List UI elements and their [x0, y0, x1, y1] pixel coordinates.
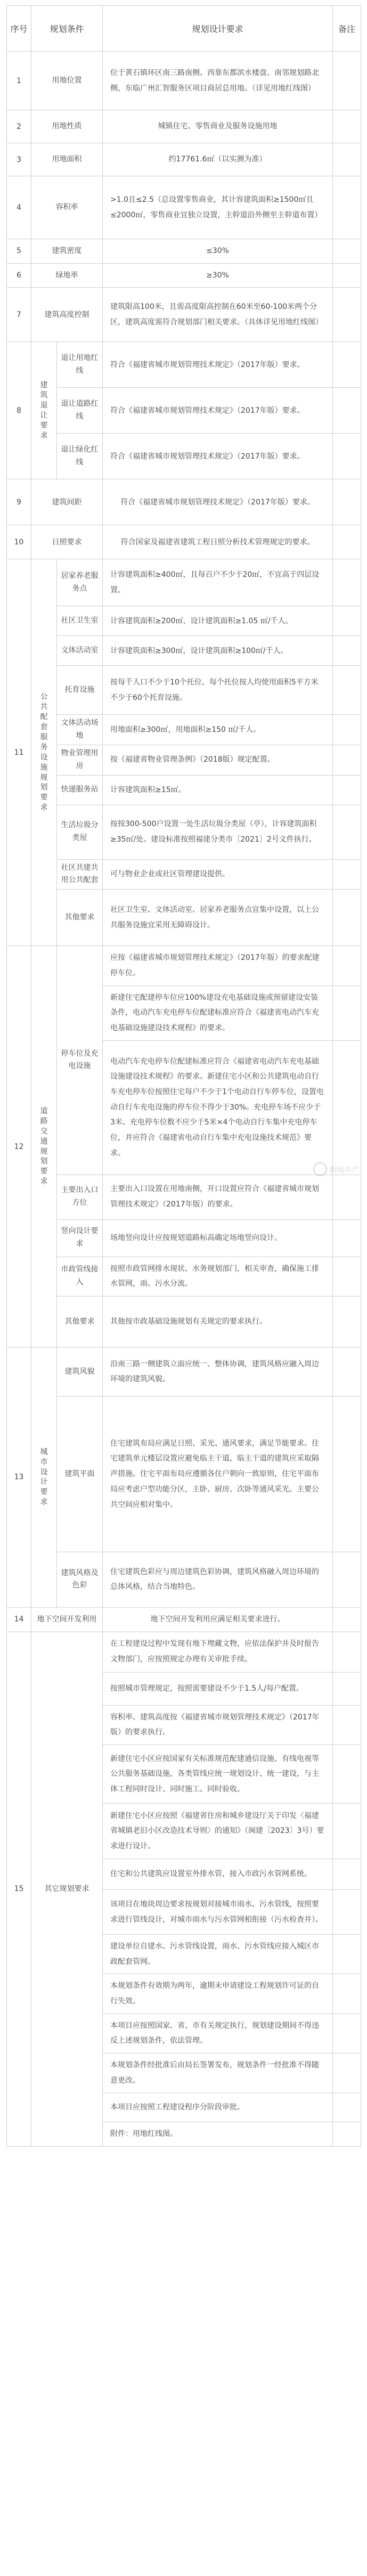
remark-cell: [333, 2093, 361, 2122]
table-row: [7, 263, 361, 288]
row-number: 15: [7, 1632, 31, 2146]
architecture-category: [31, 1347, 57, 1607]
remark-cell: [333, 1672, 361, 1705]
sub-category: 居家养老服务点: [57, 559, 103, 606]
remark-cell: [333, 715, 361, 745]
remark-cell: [333, 479, 361, 525]
row-requirement: 住宅建筑色彩应与周边建筑色彩协调，建筑风格融入周边环境的总体风格，结合当地特色。: [103, 1552, 333, 1607]
remark-cell: [333, 985, 361, 1040]
sub-category: 社区共建共用公共配套: [57, 859, 103, 890]
row-category: 地下空间开发利用: [31, 1607, 103, 1632]
row-number: 1: [7, 52, 31, 110]
row-requirement: 建筑限高100米，且需高度限高控制在60米至60-100米两个分区，建筑高度需符合规划部门相关要求。（具体详见用地红线图）: [103, 288, 333, 342]
remark-cell: [333, 1705, 361, 1744]
row-requirement: ≤30%: [103, 239, 333, 264]
facilities-category: [31, 559, 57, 946]
row-requirement: 社区卫生室、文体活动室、居家养老服务点宜集中设置，以上公共服务设施宜采用无障碍设计。: [103, 890, 333, 946]
sub-category: 建筑平面: [57, 1396, 103, 1552]
table-row: [7, 715, 361, 745]
remark-cell: [333, 1890, 361, 1935]
sub-category: 市政管线接入: [57, 1257, 103, 1296]
row-requirement: 容积率、建筑高度按《福建省城市规划管理技术规定》（2017年版）的要求执行。: [103, 1705, 333, 1744]
row-requirement: 计容建筑面积≥300㎡，设计建筑面积≥100㎡/千人。: [103, 636, 333, 666]
row-category: 容积率: [31, 176, 103, 239]
remark-cell: [333, 559, 361, 606]
setback-category: [31, 342, 57, 479]
row-requirement: 按照市政管网排水现状、水务规划部门，相关审查，确保施工排水管网，雨、污水分流。: [103, 1257, 333, 1296]
row-number: 10: [7, 525, 31, 559]
row-requirement: 本规划条件有效期为两年，逾期未申请建设工程规划许可证的自行失效。: [103, 1974, 333, 2013]
architecture-category-label: 城市设计要求: [40, 1447, 48, 1507]
table-header-row: [7, 6, 361, 52]
remark-cell: [333, 775, 361, 805]
row-category: 建筑间距: [31, 479, 103, 525]
remark-cell: [333, 143, 361, 176]
remark-cell: [333, 1347, 361, 1396]
table-row: [7, 1607, 361, 1632]
header-no: 序号: [7, 6, 31, 52]
remark-cell: [333, 239, 361, 264]
table-row: [7, 775, 361, 805]
remark-cell: [333, 2122, 361, 2146]
watermark-text: 新闻办产: [329, 1166, 359, 1175]
row-requirement: 建设单位自建水、污水管线设置，雨水、污水管线应接入城区市政配套管网。: [103, 1935, 333, 1974]
sub-category: 文体活动室: [57, 636, 103, 666]
sub-category: 其他要求: [57, 1296, 103, 1347]
sub-category: 建筑风貌: [57, 1347, 103, 1396]
remark-cell: [333, 1607, 361, 1632]
sub-category: 物业管理用房: [57, 745, 103, 775]
row-requirement: 场地竖向设计应按规划道路标高确定场地竖向设计。: [103, 1219, 333, 1257]
remark-cell: [333, 1175, 361, 1219]
table-row: [7, 805, 361, 859]
row-requirement: 按《福建省物业管理条例》（2018版）规定配置。: [103, 745, 333, 775]
row-requirement: 住宅建筑布局应满足日照、采光、通风要求，满足节能要求。住宅建筑单元楼层设置应避免临主干道，临主干道的建筑应采取隔声措施。住宅平面布局应遵循各住户朝向一致原则，住宅平面布局应考虑户型功能分区，主卧、厨房、次卧等通风采光。主要公共空间应相对集中。: [103, 1396, 333, 1552]
row-requirement: 计容建筑面积≥15㎡。: [103, 775, 333, 805]
remark-cell: [333, 1804, 361, 1859]
table-row: [7, 288, 361, 342]
remark-cell: [333, 1040, 361, 1175]
sub-category: 文体活动场地: [57, 715, 103, 745]
remark-cell: [333, 2013, 361, 2053]
table-row: [7, 666, 361, 715]
row-number: 2: [7, 110, 31, 143]
remark-cell: [333, 890, 361, 946]
watermark-logo: [313, 1160, 364, 1178]
row-requirement: 按照城市管理规定，按照需要建设不少于1.5人/每户配置。: [103, 1672, 333, 1705]
row-requirement: 位于黄石镇环区南三路南侧、西靠东都滨水楼盘、南邻规划路北侧、东临广州汇智服务区项目商居总用地。（详见用地红线图）: [103, 52, 333, 110]
row-requirement: 符合《福建省城市规划管理技术规定》（2017年版）要求。: [103, 434, 333, 479]
table-row: [7, 1552, 361, 1607]
row-requirement: 本规划条件经批准后由局长签署发布，规划条件一经批准不得随意更改。: [103, 2053, 333, 2093]
sub-category: 托育设施: [57, 666, 103, 715]
remark-cell: [333, 1859, 361, 1890]
sub-category: 退让道路红线: [57, 388, 103, 434]
row-requirement: 可与物业企业或社区管理建设提供。: [103, 859, 333, 890]
table-row: [7, 1396, 361, 1552]
table-row: [7, 1219, 361, 1257]
table-row: [7, 890, 361, 946]
remark-cell: [333, 525, 361, 559]
row-number: 8: [7, 342, 31, 479]
table-row: [7, 859, 361, 890]
row-requirement: 本项目应按照工程建设程序分阶段审批。: [103, 2093, 333, 2122]
remark-cell: [333, 805, 361, 859]
remark-cell: [333, 288, 361, 342]
row-number: 11: [7, 559, 31, 946]
header-remark: 备注: [333, 6, 361, 52]
row-requirement: 住宅和公共建筑应设置室外排水管，接入市政污水管网系统。: [103, 1859, 333, 1890]
table-row: [7, 342, 361, 388]
table-row: [7, 110, 361, 143]
row-requirement: ≥30%: [103, 263, 333, 288]
traffic-category: [31, 946, 57, 1348]
sub-category: 快递服务站: [57, 775, 103, 805]
sub-category: 社区卫生室: [57, 606, 103, 636]
planning-conditions-table: [6, 5, 361, 2147]
row-number: 6: [7, 263, 31, 288]
table-row: [7, 525, 361, 559]
row-requirement: 符合《福建省城市规划管理技术规定》（2017年版）要求。: [103, 479, 333, 525]
row-requirement: 符合国家及福建省建筑工程日照分析技术管理规定的要求。: [103, 525, 333, 559]
row-number: 13: [7, 1347, 31, 1607]
remark-cell: [333, 1219, 361, 1257]
remark-cell: [333, 52, 361, 110]
row-requirement: 附件：用地红线图。: [103, 2122, 333, 2146]
row-number: 5: [7, 239, 31, 264]
row-category: 日照要求: [31, 525, 103, 559]
row-requirement: 新建住宅小区应按国家有关标准规范配建通信设施、有线电视等公共服务基础设施，各类管线应统一规划设计、统一建设，与主体工程同时设计、同时施工、同时验收。: [103, 1745, 333, 1804]
table-row: [7, 434, 361, 479]
remark-cell: [333, 1935, 361, 1974]
row-requirement: 约17761.6㎡（以实测为准）: [103, 143, 333, 176]
row-requirement: 按每千人口不少于10个托位、每个托位按人均使用面积5平方米不少于60个托育设施。: [103, 666, 333, 715]
row-category: 用地位置: [31, 52, 103, 110]
row-requirement: 城镇住宅、零售商业及服务设施用地: [103, 110, 333, 143]
watermark-circle-icon: [313, 1162, 327, 1176]
table-row: [7, 479, 361, 525]
header-requirement: 规划设计要求: [103, 6, 333, 52]
remark-cell: [333, 1745, 361, 1804]
table-row: [7, 1632, 361, 1672]
facilities-category-label: 公共配套服务设施规划要求: [40, 692, 48, 812]
remark-cell: [333, 1632, 361, 1672]
remark-cell: [333, 2053, 361, 2093]
remark-cell: [333, 745, 361, 775]
row-number: 4: [7, 176, 31, 239]
remark-cell: [333, 666, 361, 715]
row-requirement: 用地面积≥300㎡，用地面积≥150 ㎡/千人。: [103, 715, 333, 745]
remark-cell: [333, 342, 361, 388]
row-requirement: 其他按市政基础设施规划有关规定的要求执行。: [103, 1296, 333, 1347]
table-row: [7, 239, 361, 264]
table-row: [7, 143, 361, 176]
sub-category: 生活垃圾分类屋: [57, 805, 103, 859]
table-row: [7, 559, 361, 606]
sub-category: 建筑风格及色彩: [57, 1552, 103, 1607]
table-row: [7, 52, 361, 110]
header-category: 规划条件: [31, 6, 103, 52]
row-category: 建筑密度: [31, 239, 103, 264]
row-requirement: 电动汽车充电停车位配建标准应符合《福建省电动汽车充电基础设施建设技术规程》的要求。新建住宅小区和公共建筑电动自行车充电停车位按照住宅每户不少于1个电动自行车停车位，设置电动自行车充电设施的停车位不得少于30%。充电停车场不应少于3米、充电停车位数不应少于5米×4个电动自行车集中充电停车位，并应符合《福建省电动自行车集中充电设施技术规范》要求。: [103, 1040, 333, 1175]
remark-cell: [333, 1296, 361, 1347]
row-requirement: 地下空间开发利用应满足相关要求进行。: [103, 1607, 333, 1632]
row-category: 用地面积: [31, 143, 103, 176]
sub-category: 退让用地红线: [57, 342, 103, 388]
row-requirement: 新建住宅配建停车位应100%建设充电基础设施或预留建设安装条件，电动汽车充电停车位配建标准应符合《福建省电动汽车充电基础设施建设技术规程》的要求。: [103, 985, 333, 1040]
remark-cell: [333, 859, 361, 890]
row-category: 建筑高度控制: [31, 288, 103, 342]
sub-category: 其他要求: [57, 890, 103, 946]
traffic-category-label: 道路交通规划要求: [40, 1107, 48, 1186]
row-number: 12: [7, 946, 31, 1348]
row-requirement: 主要出入口设置在用地南侧，开口设置应符合《福建省城市规划管理技术规定》（2017年版）的要求。: [103, 1175, 333, 1219]
remark-cell: [333, 263, 361, 288]
table-row: [7, 636, 361, 666]
table-row: [7, 1257, 361, 1296]
remark-cell: [333, 110, 361, 143]
remark-cell: [333, 176, 361, 239]
row-category: 其它规划要求: [31, 1632, 103, 2146]
row-category: 用地性质: [31, 110, 103, 143]
row-category: 绿地率: [31, 263, 103, 288]
remark-cell: [333, 434, 361, 479]
remark-cell: [333, 606, 361, 636]
table-row: [7, 1175, 361, 1219]
table-row: [7, 176, 361, 239]
table-row: [7, 388, 361, 434]
sub-category: 停车位及充电设施: [57, 946, 103, 1175]
row-requirement: 本项目应按照国家、省、市有关规定执行，规划建设期间不得违反上述规划条件，依法管理。: [103, 2013, 333, 2053]
table-row: [7, 1296, 361, 1347]
sub-category: 竖向设计要求: [57, 1219, 103, 1257]
remark-cell: [333, 1552, 361, 1607]
table-row: [7, 946, 361, 985]
row-requirement: >1.0且≤2.5（总设置零售商业，其计容建筑面积≥1500㎡且≤2000㎡，零售商业宜独立设置，主幹道沿外侧至主幹道布置）: [103, 176, 333, 239]
remark-cell: [333, 946, 361, 985]
remark-cell: [333, 388, 361, 434]
remark-cell: [333, 636, 361, 666]
row-number: 3: [7, 143, 31, 176]
row-number: 9: [7, 479, 31, 525]
setback-category-label: 建筑退让要求: [40, 381, 48, 440]
row-requirement: 应按《福建省城市规划管理技术规定》（2017年版）的要求配建停车位。: [103, 946, 333, 985]
table-row: [7, 606, 361, 636]
row-requirement: 新建住宅小区应按照《福建省住房和城乡建设厅关于印发〈福建省城镇老旧小区改造技术导则〉的通知》（闽建〔2023〕3号）要求进行设计。: [103, 1804, 333, 1859]
table-row: [7, 1347, 361, 1396]
sub-category: 主要出入口方位: [57, 1175, 103, 1219]
row-requirement: 符合《福建省城市规划管理技术规定》（2017年版）要求。: [103, 388, 333, 434]
row-number: 14: [7, 1607, 31, 1632]
remark-cell: [333, 1257, 361, 1296]
remark-cell: [333, 1396, 361, 1552]
row-requirement: 该项目在地块周边要求按规划对接城市雨水、污水管线，按照要求进行管线设计，对城市雨水与污水管网相衔接（污水检查井）。: [103, 1890, 333, 1935]
row-requirement: 符合《福建省城市规划管理技术规定》（2017年版）要求。: [103, 342, 333, 388]
row-requirement: 沿南三路一侧建筑立面应统一、整体协调，建筑风格应融入周边环境的建筑风貌。: [103, 1347, 333, 1396]
row-requirement: 计容建筑面积≥200㎡，设计建筑面积≥1.05 ㎡/千人。: [103, 606, 333, 636]
row-number: 7: [7, 288, 31, 342]
row-requirement: 按按300-500户设置一处生活垃圾分类屋（亭），计容建筑面积≥35㎡/处。建设标准按照福建分类市〔2021〕2号文件执行。: [103, 805, 333, 859]
table-row: [7, 745, 361, 775]
sub-category: 退让绿化红线: [57, 434, 103, 479]
row-requirement: 在工程建设过程中发现有地下埋藏文物，应依法保护并及时报告文物部门，应按照规定办理有关审批手续。: [103, 1632, 333, 1672]
row-requirement: 计容建筑面积≥400㎡，且每百户不少于20㎡，不宜高于四层设置。: [103, 559, 333, 606]
remark-cell: [333, 1974, 361, 2013]
